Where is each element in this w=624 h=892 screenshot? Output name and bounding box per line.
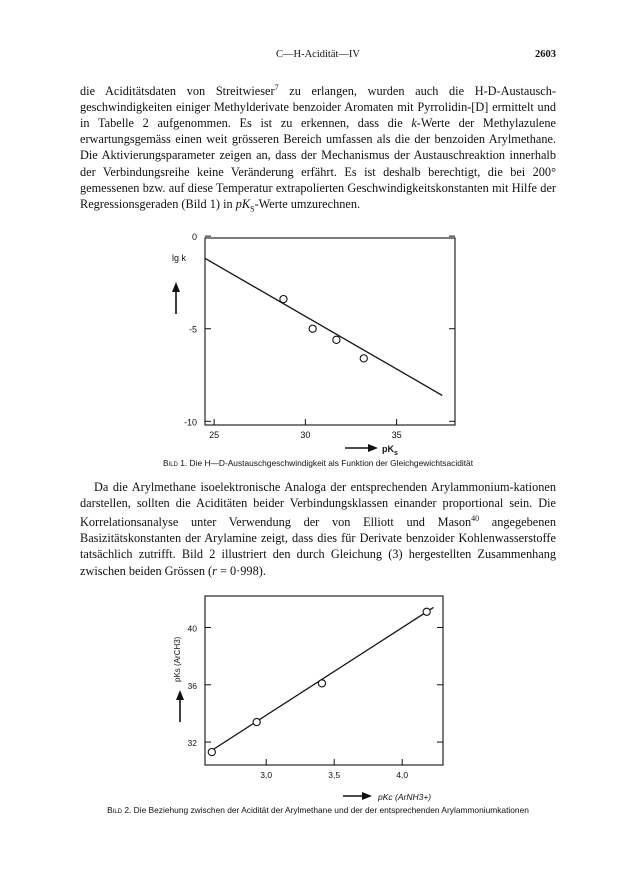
figure-2-caption-text: Die Beziehung zwischen der Acidität der Arylmethane und der der entsprechenden Arylammoniumkationen [131,805,529,815]
paragraph1-segment: pK [235,196,251,211]
y-tick-label: -10 [183,417,197,428]
x-tick-label: 30 [300,430,311,440]
y-tick-label: 40 [187,623,197,634]
paragraph2-segment: = 0·998). [216,563,266,578]
y-tick-label: 32 [187,738,197,749]
y-tick-label: 36 [187,680,197,691]
paragraph2-segment: r [212,563,217,578]
data-point [208,749,215,756]
figure-2-caption [60,805,576,816]
y-tick-label: -5 [188,324,197,335]
x-axis-label-subscript: s [394,450,398,457]
figure-1-caption-text: Die H—D-Austauschgeschwindigkeit als Funktion der Gleichgewichtsacidität [187,458,474,468]
figure-2-label: Bild 2. [107,805,132,815]
x-axis-label: $pK_s$ [382,444,398,457]
x-tick-label: 3,5 [328,770,341,780]
paragraph1-segment: die Aciditätsdaten von Streitwieser [80,84,275,99]
x-tick-label: 3,0 [260,770,273,780]
running-title: C—H-Acidität—IV [276,49,360,60]
paragraph1-segment: k [411,116,417,131]
x-tick-label: 35 [391,430,402,440]
paragraph1-segment: zu erlangen, wurden auch die H-D-Austausch-geschwindigkeiten einiger Methylderivate benzoider Aromaten mit Pyrrolidin-[D] ermittelt und in Tabelle 2 aufgenommen. Es ist zu erkennen, dass die [80,84,556,131]
paragraph1-segment: -Werte der Methylazulene erwartungsgemäss einen weit grösseren Bereich umfassen als die der benzoiden Arylmethane. Die Aktivierungsparameter zeigen an, dass der Mechanismus der Austauschreaktion innerhalb der Verbindungsreihe keine Veränderung erfährt. Es ist deshalb berechtigt, die bei 200° gemessenen bzw. auf diese Temperatur extrapolierten Geschwindigkeitskonstanten mit Hilfe der Regressionsgeraden (Bild 1) in [80,116,557,211]
y-axis-label: pKs (ArCH3) [173,636,182,682]
x-tick-label: 25 [209,430,220,440]
y-axis-label: lg k [172,253,187,263]
page-number: 2603 [535,49,556,60]
paragraph2-segment: angegebenen Basizitätskonstanten der Arylamine zeigt, dass dies für Derivate benzoider Kohlenwasserstoffe tatsächlich zutrifft. Bild 2 illustriert den durch Gleichung (3) hergestellten Zusammenhang zwischen beiden Grössen ( [80,515,556,578]
y-axis-arrow-head [176,690,184,700]
y-tick-label: 0 [191,232,197,243]
paragraph2-segment: 40 [471,514,480,524]
x-tick-label: 4,0 [396,770,409,780]
x-axis-label: pKc (ArNH3+) [378,792,432,802]
paragraph1-segment: S [250,204,255,214]
paragraph1-segment: 7 [274,83,279,92]
paragraph1-segment: -Werte umzurechnen. [254,196,361,211]
data-point [423,608,430,615]
x-axis-arrow-head [362,792,372,800]
figure-1-label: Bild 1. [162,458,188,468]
data-point [318,680,325,687]
data-point [253,718,260,725]
paragraph2-segment: Da die Arylmethane isoelektronische Analoga der entsprechenden Arylammonium-kationen darstellen, sollten die Aciditäten beider Verbindungsklassen einander proportional sein. Die Korrelationsanalyse unter Verwendung der von Elliott und Mason [80,480,556,530]
